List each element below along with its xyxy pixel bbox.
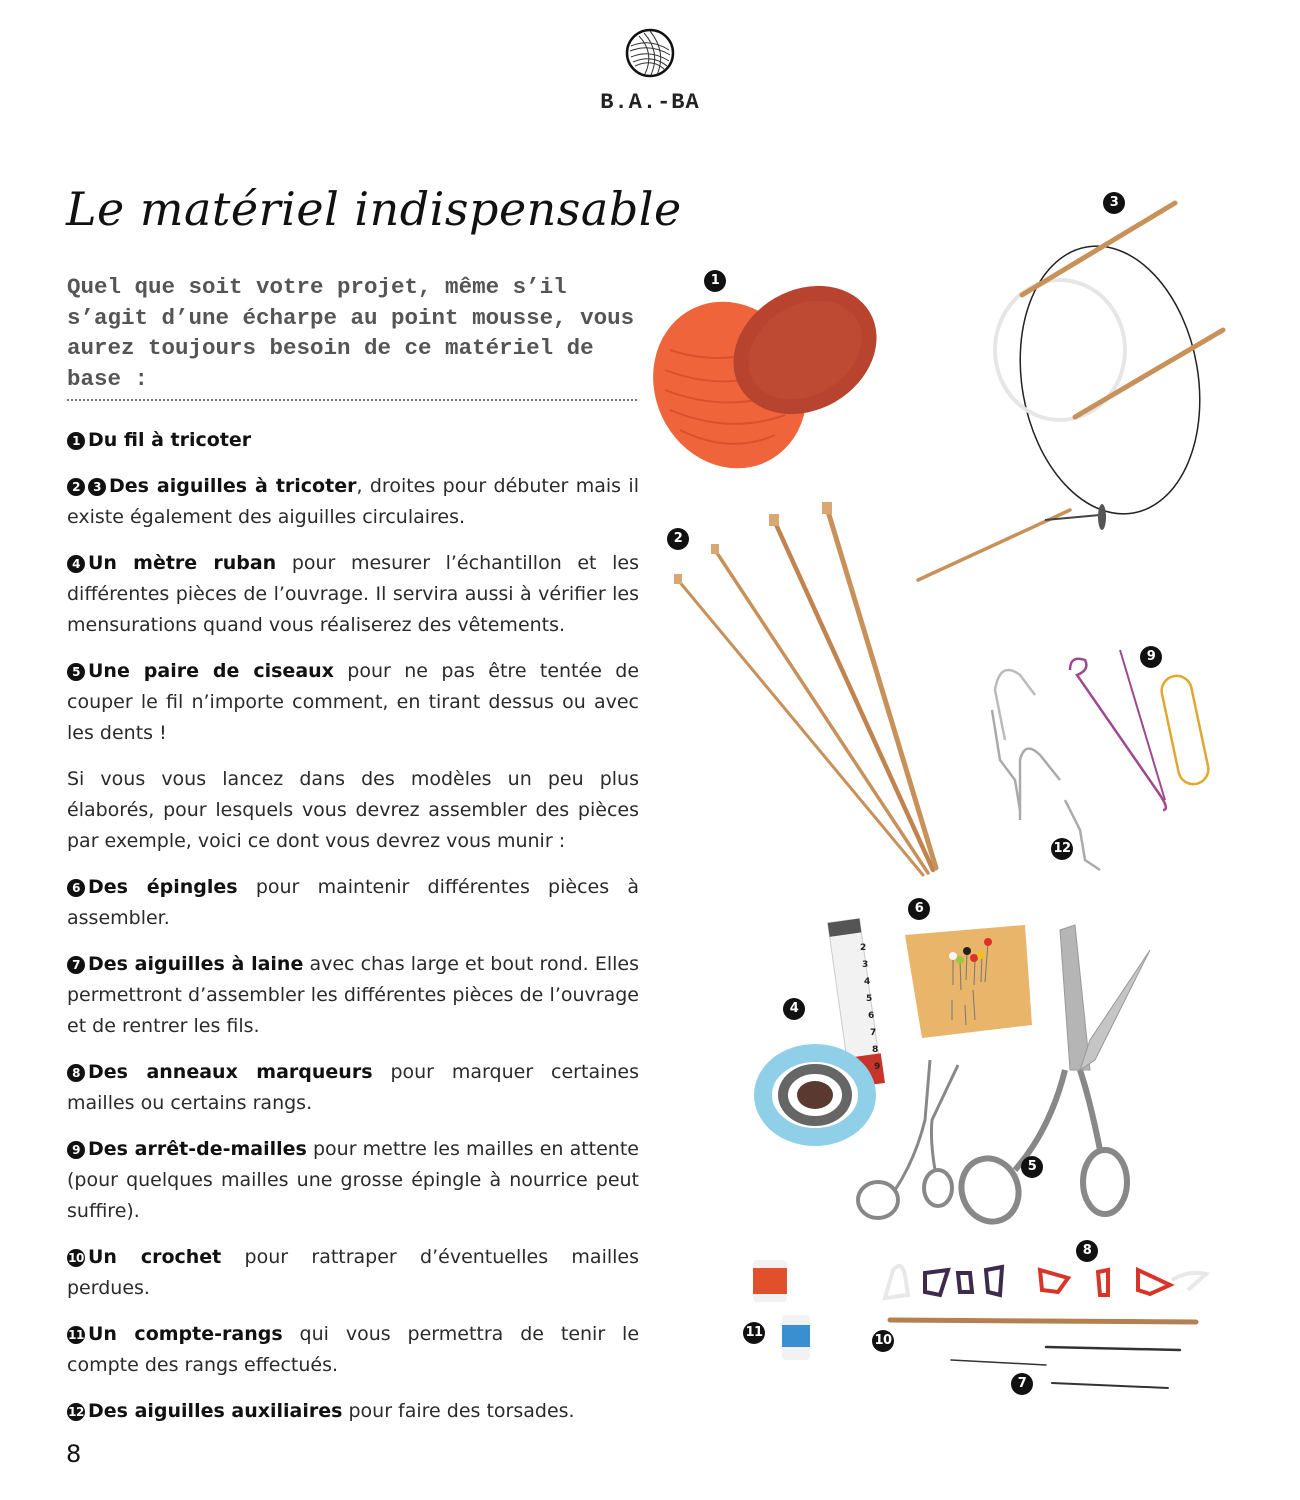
- callout-3: 3: [1103, 192, 1125, 214]
- callout-6: 6: [908, 898, 930, 920]
- callout-10: 10: [872, 1330, 894, 1352]
- tape-number: 9: [874, 1062, 881, 1072]
- item-name: Des aiguilles à tricoter: [109, 475, 357, 497]
- item-description: pour ne pas être tentée de couper le fil n’importe comment, en tirant dessus ou avec les dents !: [67, 660, 640, 744]
- item-description: pour mettre les mailles en attente (pour quelques mailles une grosse épingle à nourrice peut suffire).: [67, 1138, 639, 1222]
- dotted-divider: [67, 399, 637, 401]
- number-badge: 2: [67, 478, 85, 496]
- page-number: 8: [66, 1440, 82, 1468]
- cable-needles-image: [992, 650, 1211, 870]
- tapestry-needles-image: [951, 1347, 1180, 1388]
- tape-number: 8: [872, 1045, 879, 1055]
- item-name: Des aiguilles auxiliaires: [88, 1400, 343, 1422]
- list-item: [67, 1319, 639, 1381]
- intro-text: Quel que soit votre projet, même s’il s’agit d’une écharpe au point mousse, vous aurez toujours besoin de ce matériel de base :: [67, 274, 635, 392]
- item-name: Un mètre ruban: [88, 552, 277, 574]
- pins-image: [905, 925, 1032, 1038]
- tape-number: 3: [862, 960, 869, 970]
- stitch-markers-image: [885, 1266, 1206, 1298]
- tape-number: 5: [866, 994, 873, 1004]
- item-name: Une paire de ciseaux: [88, 660, 334, 682]
- list-item: [67, 548, 639, 641]
- number-badge: 10: [68, 1251, 84, 1265]
- list-item: [67, 1242, 639, 1304]
- tape-number: 6: [868, 1011, 875, 1021]
- callout-4: 4: [783, 998, 805, 1020]
- list-item: [67, 425, 639, 456]
- item-description: pour rattraper d’éventuelles mailles perdues.: [67, 1246, 639, 1299]
- list-item: [67, 1134, 639, 1227]
- item-description: pour maintenir différentes pièces à assembler.: [67, 876, 639, 929]
- callout-1: 1: [704, 270, 726, 292]
- straight-needles-image: [674, 502, 936, 875]
- item-description: pour mesurer l’échantillon et les différentes pièces de l’ouvrage. Il servira aussi à vérifier les mensurations quand vous réaliserez des vêtements.: [67, 552, 639, 636]
- tape-number: 7: [870, 1028, 877, 1038]
- tape-number: 4: [864, 977, 871, 987]
- item-name: Des anneaux marqueurs: [88, 1061, 373, 1083]
- item-name: Des arrêt-de-mailles: [88, 1138, 307, 1160]
- list-item: [67, 471, 639, 533]
- list-item: [67, 656, 639, 749]
- list-item: [67, 949, 639, 1042]
- page-title: Le matériel indispensable: [66, 182, 682, 236]
- callout-11: 11: [743, 1322, 765, 1344]
- item-name: Des aiguilles à laine: [88, 953, 304, 975]
- item-description: , droites pour débuter mais il existe également des aiguilles circulaires.: [67, 475, 639, 528]
- tape-measure-image: [763, 919, 885, 1137]
- yarn-ball-icon: [625, 28, 675, 78]
- callout-7: 7: [1011, 1373, 1033, 1395]
- item-name: Du fil à tricoter: [88, 429, 252, 451]
- callout-9: 9: [1140, 646, 1162, 668]
- item-name: Des épingles: [88, 876, 238, 898]
- yarn-balls-image: [640, 261, 900, 494]
- illustration-canvas: [640, 170, 1300, 1420]
- number-badge: 8: [67, 1064, 85, 1082]
- number-badge: 3: [88, 478, 106, 496]
- circular-needles-image: [918, 203, 1223, 580]
- number-badge: 4: [67, 555, 85, 573]
- crochet-hook-image: [890, 1320, 1196, 1322]
- list-item: [67, 1057, 639, 1119]
- row-counters-image: [753, 1260, 810, 1360]
- callout-8: 8: [1076, 1240, 1098, 1262]
- callout-2: 2: [667, 528, 689, 550]
- materials-illustration: [640, 170, 1300, 1420]
- number-badge: 7: [67, 956, 85, 974]
- number-badge: 1: [67, 432, 85, 450]
- callout-5: 5: [1021, 1156, 1043, 1178]
- tape-number: 2: [860, 943, 867, 953]
- number-badge: 9: [67, 1141, 85, 1159]
- item-description: pour marquer certaines mailles ou certains rangs.: [67, 1061, 639, 1114]
- item-description: qui vous permettra de tenir le compte des rangs effectués.: [67, 1323, 640, 1376]
- list-item: [67, 1396, 639, 1427]
- materials-list: [67, 425, 639, 1442]
- item-name: Un compte-rangs: [88, 1323, 283, 1345]
- callout-12: 12: [1051, 838, 1073, 860]
- transition-paragraph: Si vous vous lancez dans des modèles un peu plus élaborés, pour lesquels vous devrez assembler des pièces par exemple, voici ce dont vous devrez vous munir :: [67, 768, 639, 852]
- item-name: Un crochet: [88, 1246, 222, 1268]
- number-badge: 11: [68, 1328, 84, 1342]
- number-badge: 6: [67, 879, 85, 897]
- number-badge: 12: [68, 1405, 84, 1419]
- item-description: avec chas large et bout rond. Elles permettront d’assembler les différentes pièces de l’ouvrage et de rentrer les fils.: [67, 953, 639, 1037]
- number-badge: 5: [67, 663, 85, 681]
- list-item: [67, 872, 639, 934]
- item-description: pour faire des torsades.: [342, 1400, 575, 1422]
- section-label: B.A.-BA: [600, 90, 700, 115]
